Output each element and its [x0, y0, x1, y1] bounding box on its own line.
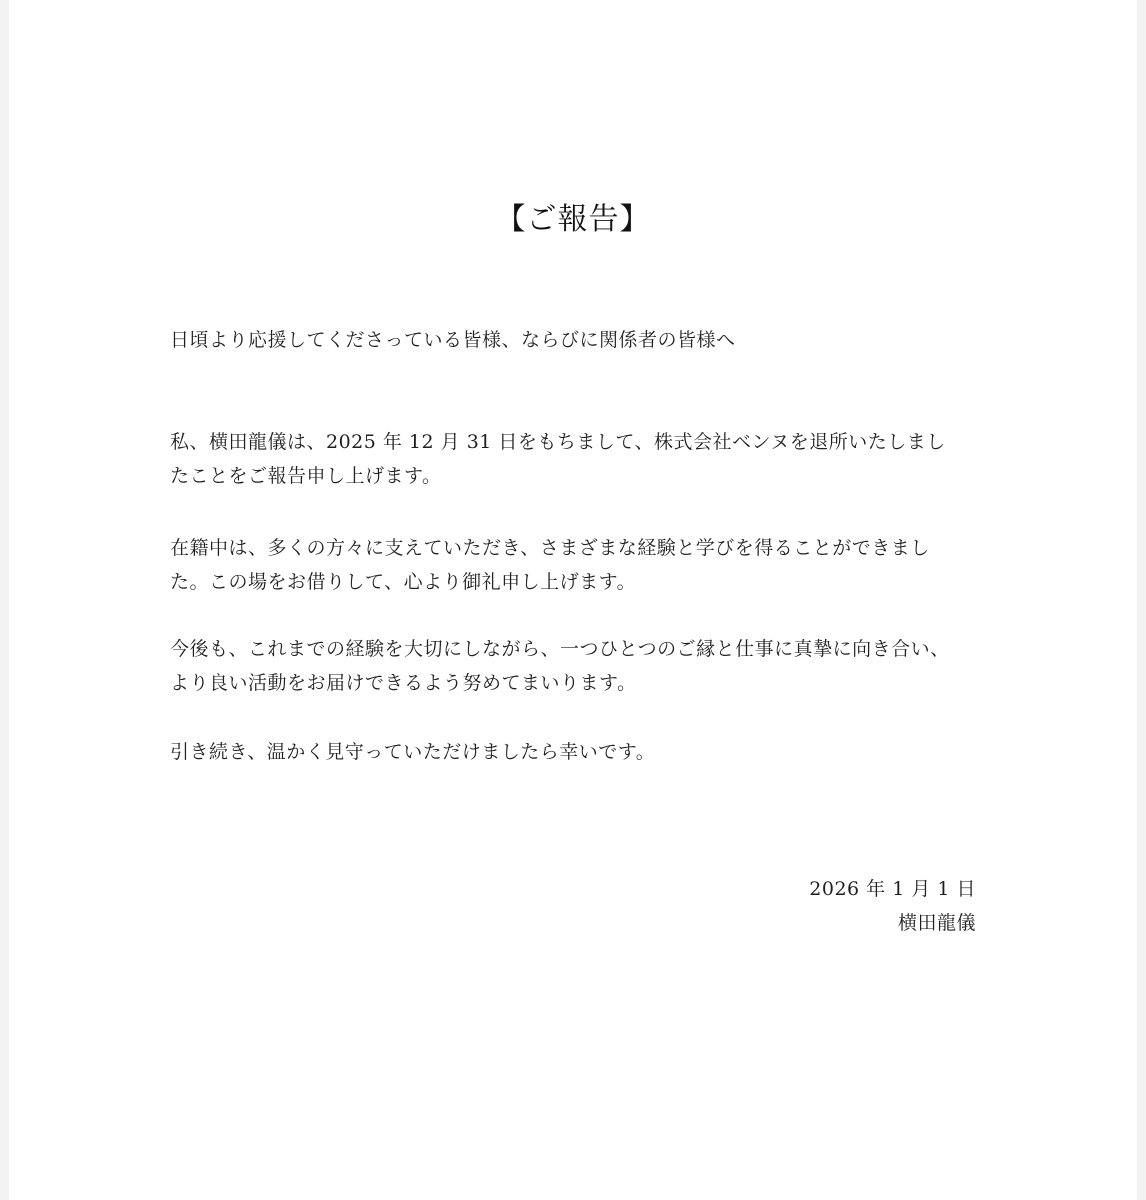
document-date: 2026 年 1 月 1 日	[809, 878, 976, 900]
paragraph-line: 私、横田龍儀は、2025 年 12 月 31 日をもちまして、株式会社ベンヌを退所いたしまし	[170, 431, 946, 453]
salutation-line: 日頃より応援してくださっている皆様、ならびに関係者の皆様へ	[170, 329, 736, 351]
document-page	[9, 0, 1137, 1200]
paragraph-line: より良い活動をお届けできるよう努めてまいります。	[170, 672, 637, 694]
paragraph-future	[170, 632, 990, 700]
paragraph-line: たことをご報告申し上げます。	[170, 465, 442, 487]
paragraph-gratitude	[170, 531, 990, 599]
paragraph-closing	[170, 735, 990, 769]
paragraph-line: 引き続き、温かく見守っていただけましたら幸いです。	[170, 741, 656, 763]
signature-block	[809, 872, 976, 940]
paragraph-line: た。この場をお借りして、心より御礼申し上げます。	[170, 571, 637, 593]
paragraph-line: 在籍中は、多くの方々に支えていただき、さまざまな経験と学びを得ることができまし	[170, 537, 930, 559]
salutation	[170, 323, 990, 357]
page-title: 【ご報告】	[495, 202, 651, 237]
author-name: 横田龍儀	[897, 912, 976, 934]
paragraph-retirement	[170, 425, 990, 493]
paragraph-line: 今後も、これまでの経験を大切にしながら、一つひとつのご縁と仕事に真摯に向き合い、	[170, 638, 950, 660]
